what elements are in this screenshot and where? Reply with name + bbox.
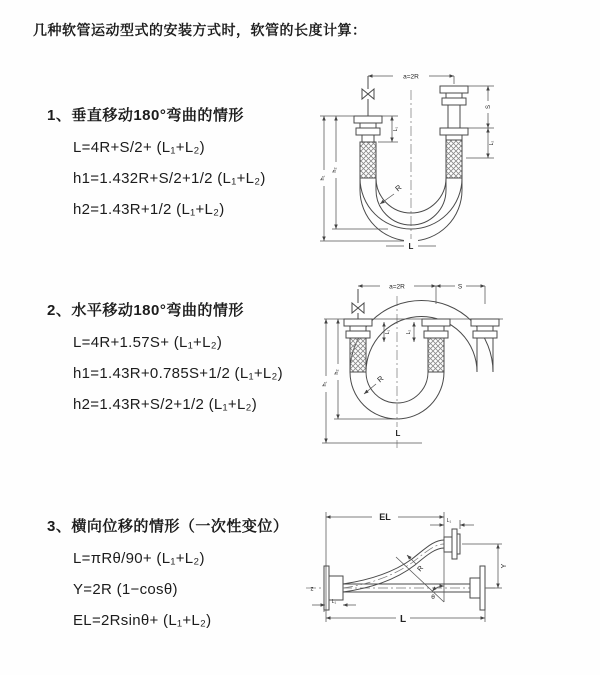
length-label: L	[399, 614, 407, 625]
dimension-l	[326, 610, 485, 625]
section-horizontal-180	[47, 299, 283, 413]
dim-label-a2r: a=2R	[403, 73, 419, 81]
braided-hose-section	[360, 142, 376, 178]
radius-callout	[364, 374, 386, 394]
braided-hose-section	[350, 338, 366, 372]
hose-u-bend	[350, 301, 493, 420]
right-flange-original-position	[470, 566, 485, 610]
formula-el: EL=2Rsinθ+ (L₁+L₂)	[73, 612, 212, 629]
dimension-l2	[406, 322, 414, 342]
section-3-heading: 3、横向位移的情形（一次性变位）	[47, 518, 289, 535]
dim-label-l1-top: L₁	[446, 518, 452, 524]
valve-icon	[352, 289, 364, 319]
section-1-heading: 1、垂直移动180°弯曲的情形	[47, 107, 244, 124]
dim-label-s: S	[486, 104, 492, 110]
diagram-vertical-180-bend	[316, 66, 526, 258]
dimension-s	[468, 86, 494, 128]
valve-icon	[362, 76, 374, 116]
section-lateral-displacement	[47, 515, 288, 629]
dim-label-h2: h₂	[334, 369, 340, 375]
section-vertical-180	[47, 104, 266, 218]
dim-label-l2: L₂	[489, 140, 495, 146]
dim-label-a2r: a=2R	[389, 283, 405, 291]
length-callout	[392, 427, 405, 438]
dim-label-el: EL	[379, 512, 391, 522]
braided-hose-section	[446, 140, 462, 178]
left-fitting	[354, 116, 382, 178]
dim-label-h1: h₁	[320, 175, 326, 181]
section-2-heading: 2、水平移动180°弯曲的情形	[47, 302, 244, 319]
axis-mark: z	[310, 586, 314, 593]
braided-hose-section	[428, 338, 444, 372]
formula-h1: h1=1.432R+S/2+1/2 (L₁+L₂)	[73, 170, 266, 187]
dim-label-h1: h₁	[322, 381, 328, 387]
dimension-s	[436, 280, 485, 304]
dimension-l1-left	[312, 599, 356, 612]
dimension-a-2r	[368, 70, 454, 84]
length-label: L	[408, 242, 414, 251]
formula-l: L=πRθ/90+ (L₁+L₂)	[73, 550, 205, 567]
dim-label-l1: L₁	[393, 126, 399, 132]
angle-label: θ	[431, 594, 435, 601]
radius-label: R	[416, 564, 426, 574]
middle-fitting-position-1	[422, 319, 450, 372]
formula-l: L=4R+1.57S+ (L₁+L₂)	[73, 334, 223, 351]
dim-label-s: S	[457, 283, 463, 291]
dimension-l1	[384, 322, 391, 342]
radius-line	[396, 557, 444, 602]
dim-label-l2: L₂	[406, 329, 412, 335]
radius-label: R	[375, 373, 386, 385]
dim-label-h2: h₂	[332, 167, 338, 173]
dim-label-l1-left: L₁	[331, 599, 337, 605]
formula-h2: h2=1.43R+S/2+1/2 (L₁+L₂)	[73, 396, 258, 413]
formula-l: L=4R+S/2+ (L₁+L₂)	[73, 139, 205, 156]
dimension-l2	[466, 128, 495, 158]
dim-label-l1: L₁	[385, 329, 391, 335]
radius-label: R	[393, 182, 404, 194]
formula-h1: h1=1.43R+0.785S+1/2 (L₁+L₂)	[73, 365, 283, 382]
right-fitting-position-2	[471, 319, 499, 338]
radius-callout	[396, 555, 444, 602]
formula-h2: h2=1.43R+1/2 (L₁+L₂)	[73, 201, 225, 218]
upper-flange-displaced-position	[444, 529, 460, 559]
page-title: 几种软管运动型式的安装方式时，软管的长度计算：	[33, 22, 367, 38]
length-label: L	[395, 429, 401, 438]
right-fitting-lower-position	[440, 128, 468, 178]
left-fitting	[344, 319, 372, 372]
diagram-lateral-displacement	[298, 500, 513, 650]
dim-label-y: Y	[501, 563, 508, 569]
right-fitting-upper-position	[440, 86, 468, 128]
formula-y: Y=2R (1−cosθ)	[73, 581, 178, 598]
radius-callout	[380, 183, 404, 204]
diagram-horizontal-180-bend	[318, 276, 518, 461]
